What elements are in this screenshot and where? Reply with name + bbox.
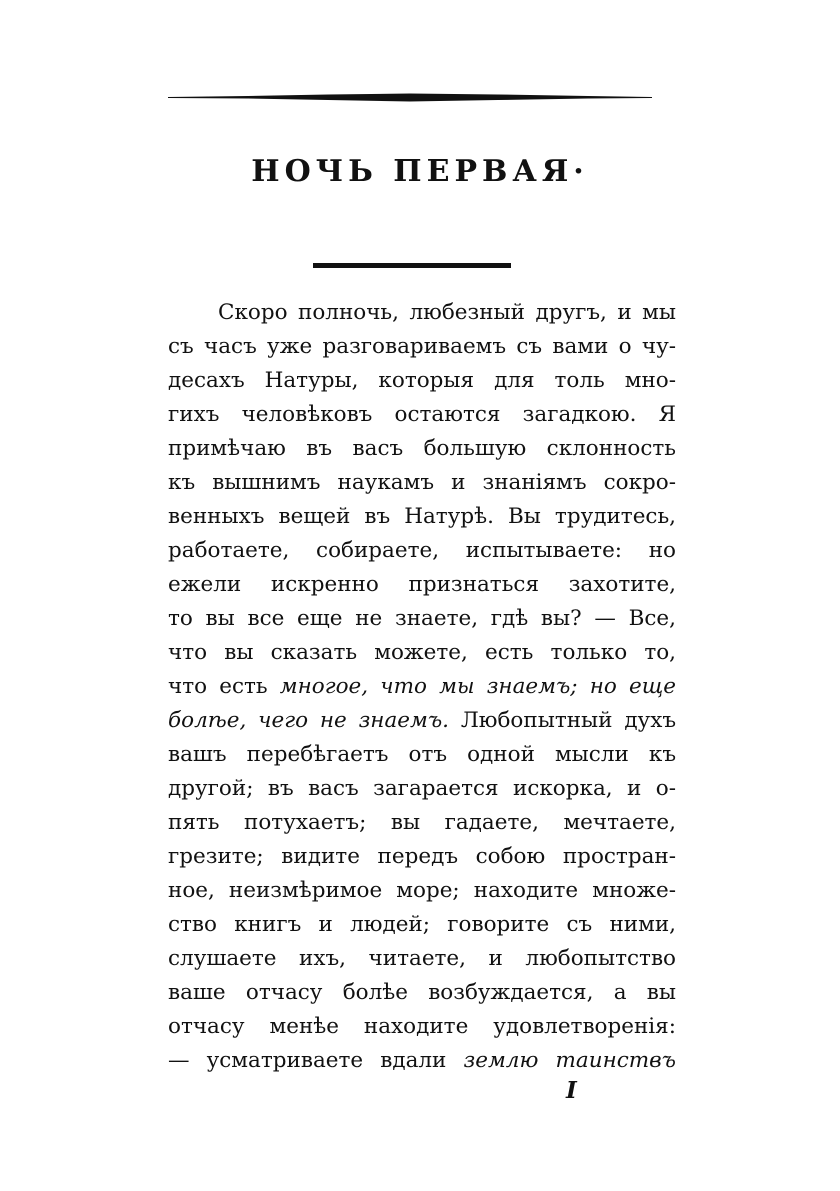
text-line: слушаете ихъ, читаете, и любопытство bbox=[168, 946, 676, 971]
title-rule bbox=[313, 263, 511, 268]
text-line bbox=[168, 1044, 676, 1078]
text-line: ваше отчасу болѣе возбуждается, а вы bbox=[168, 980, 676, 1005]
top-decorative-rule bbox=[168, 93, 652, 102]
text-span: — усматриваете вдали bbox=[168, 1048, 464, 1073]
italic-span: многое, что мы знаемъ; но еще bbox=[279, 674, 676, 699]
text-span: Любопытный духъ bbox=[449, 708, 677, 733]
text-line: ное, неизмѣримое море; находите множе- bbox=[168, 878, 676, 903]
text-line: Скоро полночь, любезный другъ, и мы bbox=[218, 300, 676, 325]
text-line: венныхъ вещей въ Натурѣ. Вы трудитесь, bbox=[168, 504, 676, 529]
italic-span: болѣе, чего не знаемъ. bbox=[168, 708, 449, 733]
signature-mark: I bbox=[566, 1077, 577, 1104]
text-line: то вы все еще не знаете, гдѣ вы? — Все, bbox=[168, 606, 676, 631]
text-line: ство книгъ и людей; говорите съ ними, bbox=[168, 912, 676, 937]
text-span: что есть bbox=[168, 674, 280, 699]
text-line bbox=[168, 704, 676, 738]
text-line: другой; въ васъ загарается искорка, и о- bbox=[168, 776, 676, 801]
text-line bbox=[168, 670, 676, 704]
text-line: гихъ человѣковъ остаются загадкою. Я bbox=[168, 402, 676, 427]
text-line: работаете, собираете, испытываете: но bbox=[168, 538, 676, 563]
body-text bbox=[168, 296, 676, 1078]
text-line: грезите; видите передъ собою простран- bbox=[168, 844, 676, 869]
text-line: ежели искренно признаться захотите, bbox=[168, 572, 676, 597]
italic-span: землю таинствъ bbox=[463, 1048, 676, 1073]
text-line: съ часъ уже разговариваемъ съ вами о чу- bbox=[168, 334, 676, 359]
text-line: десахъ Натуры, которыя для толь мно- bbox=[168, 368, 676, 393]
text-line: пять потухаетъ; вы гадаете, мечтаете, bbox=[168, 810, 676, 835]
text-line: вашъ перебѣгаетъ отъ одной мысли къ bbox=[168, 742, 676, 767]
chapter-title: НОЧЬ ПЕРВАЯ· bbox=[251, 154, 589, 189]
text-line: къ вышнимъ наукамъ и знанiямъ сокро- bbox=[168, 470, 676, 495]
text-line: отчасу менѣе находите удовлетворенiя: bbox=[168, 1014, 676, 1039]
text-line: что вы сказать можете, есть только то, bbox=[168, 640, 676, 665]
text-line: примѣчаю въ васъ большую склонность bbox=[168, 436, 676, 461]
